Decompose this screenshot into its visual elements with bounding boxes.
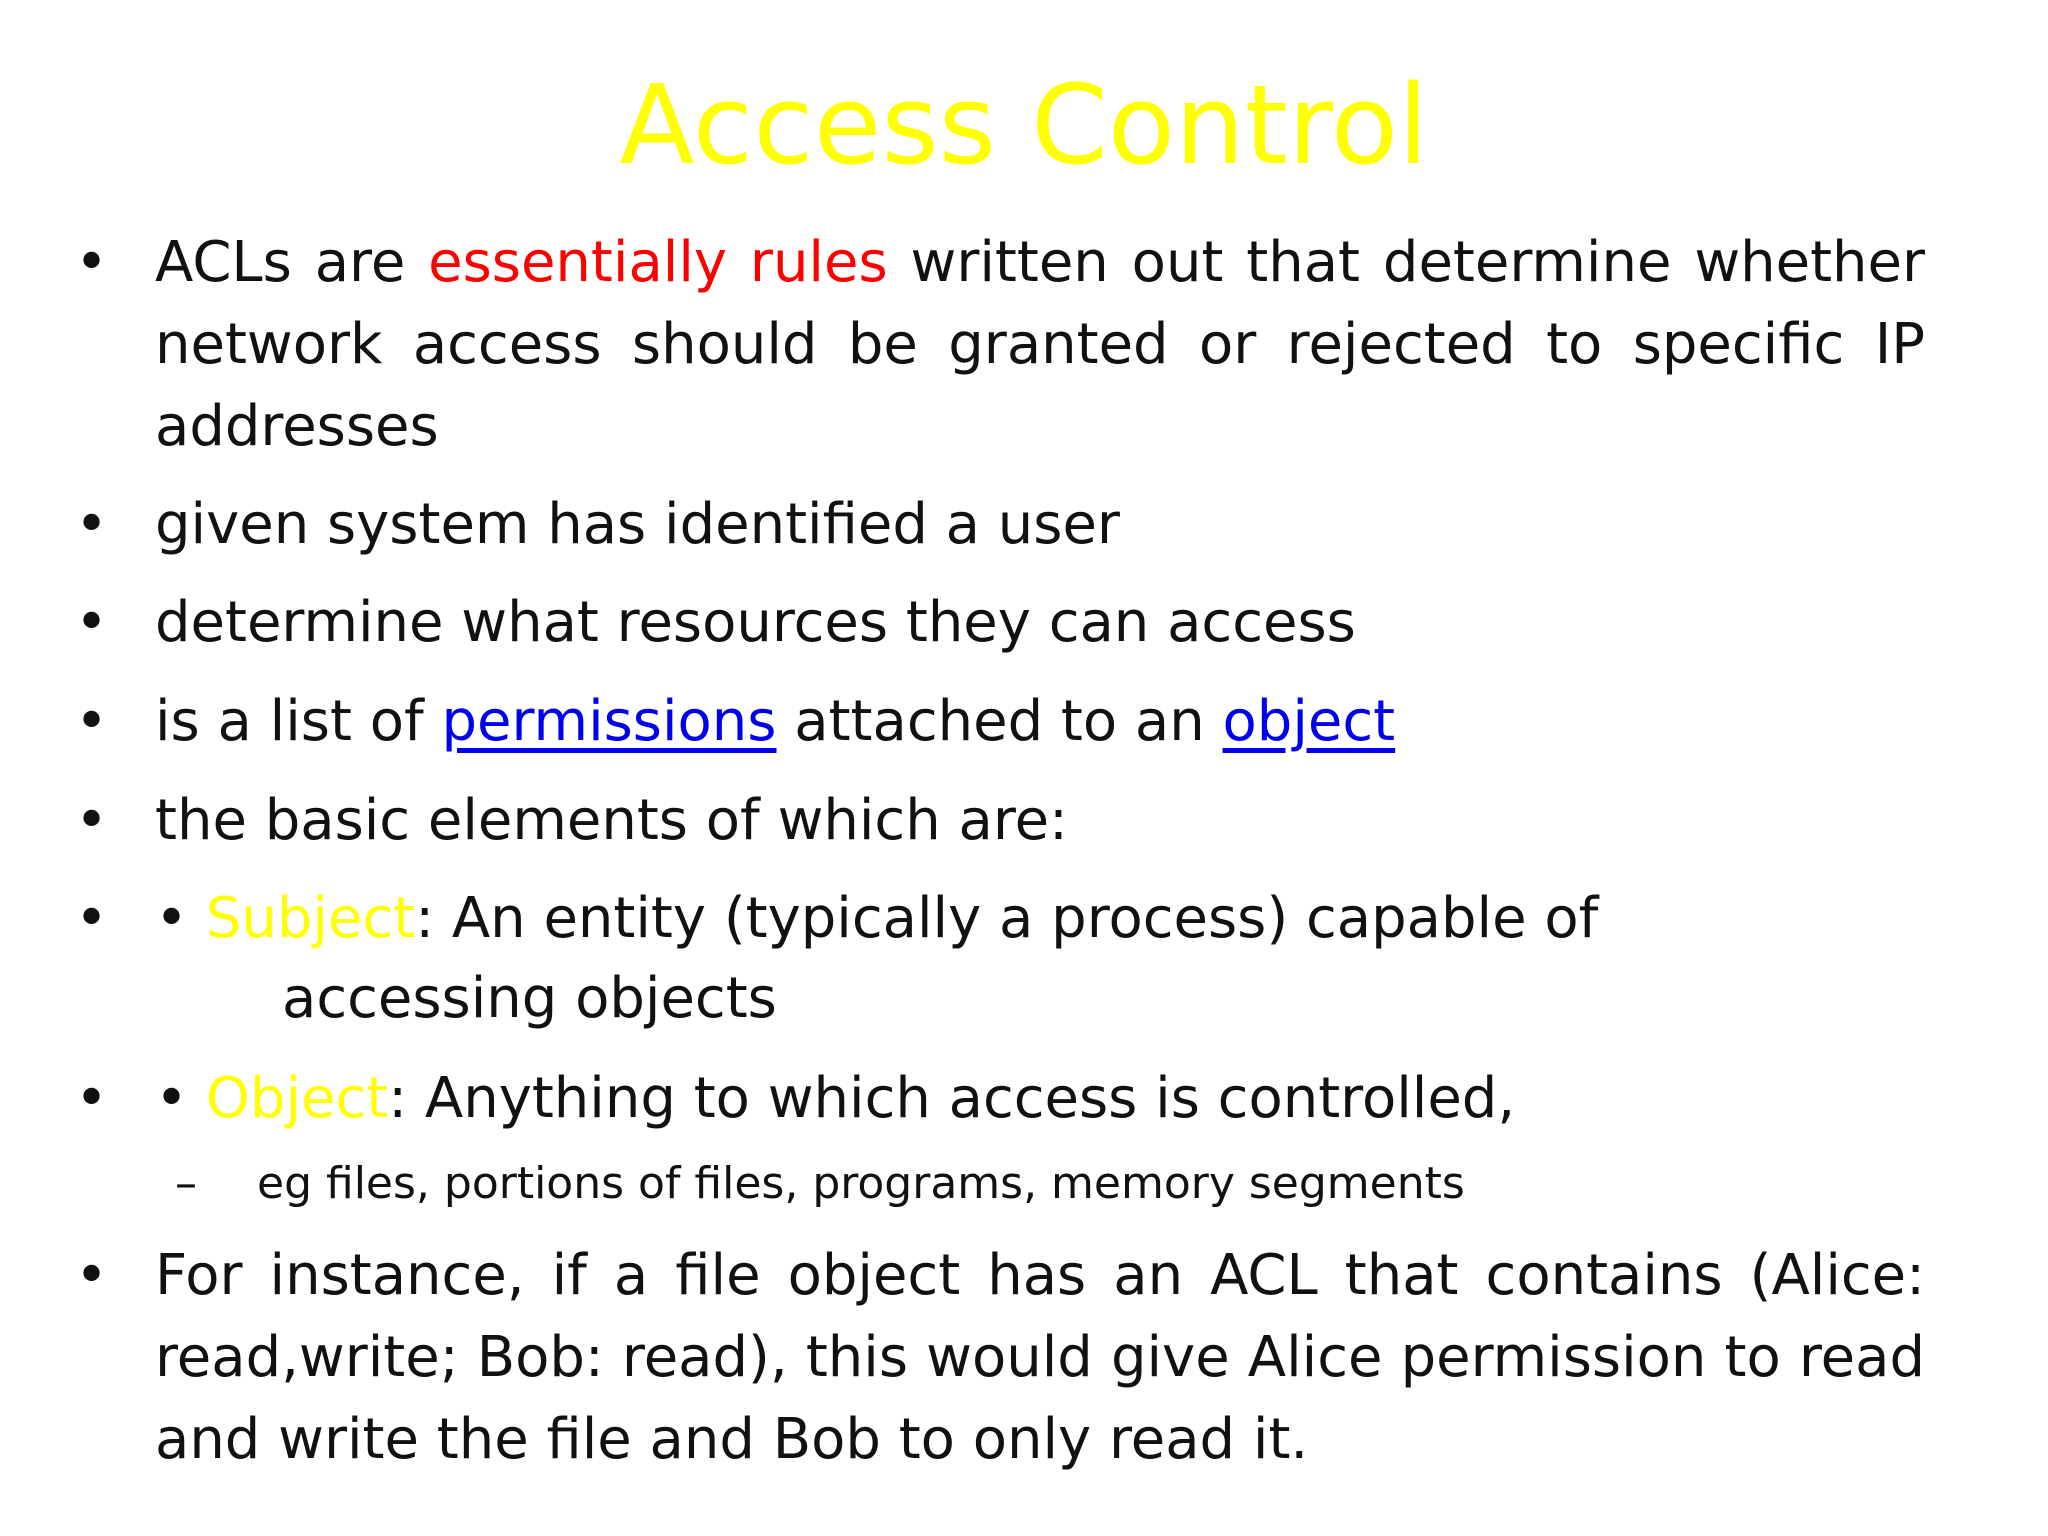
bullet-glyph: • bbox=[75, 689, 109, 754]
bullet-determine-resources: determine what resources they can access bbox=[155, 590, 1356, 655]
bullet-glyph: • bbox=[75, 1066, 109, 1131]
bullet-glyph: • bbox=[75, 590, 109, 655]
object-term: Object bbox=[205, 1066, 389, 1131]
object-definition: : Anything to which access is controlled, bbox=[388, 1066, 1516, 1131]
bullet-glyph: • bbox=[75, 230, 109, 295]
bullet-glyph: • bbox=[75, 1243, 109, 1308]
bullet-subject bbox=[155, 878, 1598, 960]
permissions-link[interactable]: permissions bbox=[441, 689, 777, 754]
bullet-for-instance: For instance, if a file object has an ACL that contains (Alice: read,write; Bob: read), this would give Alice permission to read and write the file and Bob to only read it. bbox=[155, 1243, 1925, 1472]
subject-definition: : An entity (typically a process) capable of bbox=[415, 886, 1599, 951]
object-examples: eg files, portions of files, programs, memory segments bbox=[257, 1158, 1465, 1209]
bullet-glyph: • bbox=[75, 492, 109, 557]
bullet-object bbox=[155, 1058, 1515, 1140]
bullet-identified-user: given system has identified a user bbox=[155, 492, 1120, 557]
bullet-list-of-permissions bbox=[155, 681, 1395, 763]
subject-continuation: accessing objects bbox=[282, 966, 777, 1031]
essentially-rules-highlight: essentially rules bbox=[428, 230, 888, 295]
bullet-acls-definition bbox=[155, 222, 1925, 468]
bullet-glyph: • bbox=[75, 886, 109, 951]
object-link[interactable]: object bbox=[1222, 689, 1396, 754]
permissions-text-mid: attached to an bbox=[776, 689, 1223, 754]
inner-bullet-glyph: • bbox=[155, 1066, 206, 1131]
permissions-text-start: is a list of bbox=[155, 689, 442, 754]
acls-text-start: ACLs are bbox=[155, 230, 429, 295]
bullet-basic-elements: the basic elements of which are: bbox=[155, 788, 1068, 853]
slide-title: Access Control bbox=[619, 61, 1429, 189]
bullet-glyph: • bbox=[75, 788, 109, 853]
inner-bullet-glyph: • bbox=[155, 886, 206, 951]
subject-term: Subject bbox=[205, 886, 416, 951]
dash-glyph: – bbox=[175, 1158, 197, 1209]
acls-text-end: written out that determine whether network access should be granted or rejected to specific IP addresses bbox=[155, 230, 1925, 459]
